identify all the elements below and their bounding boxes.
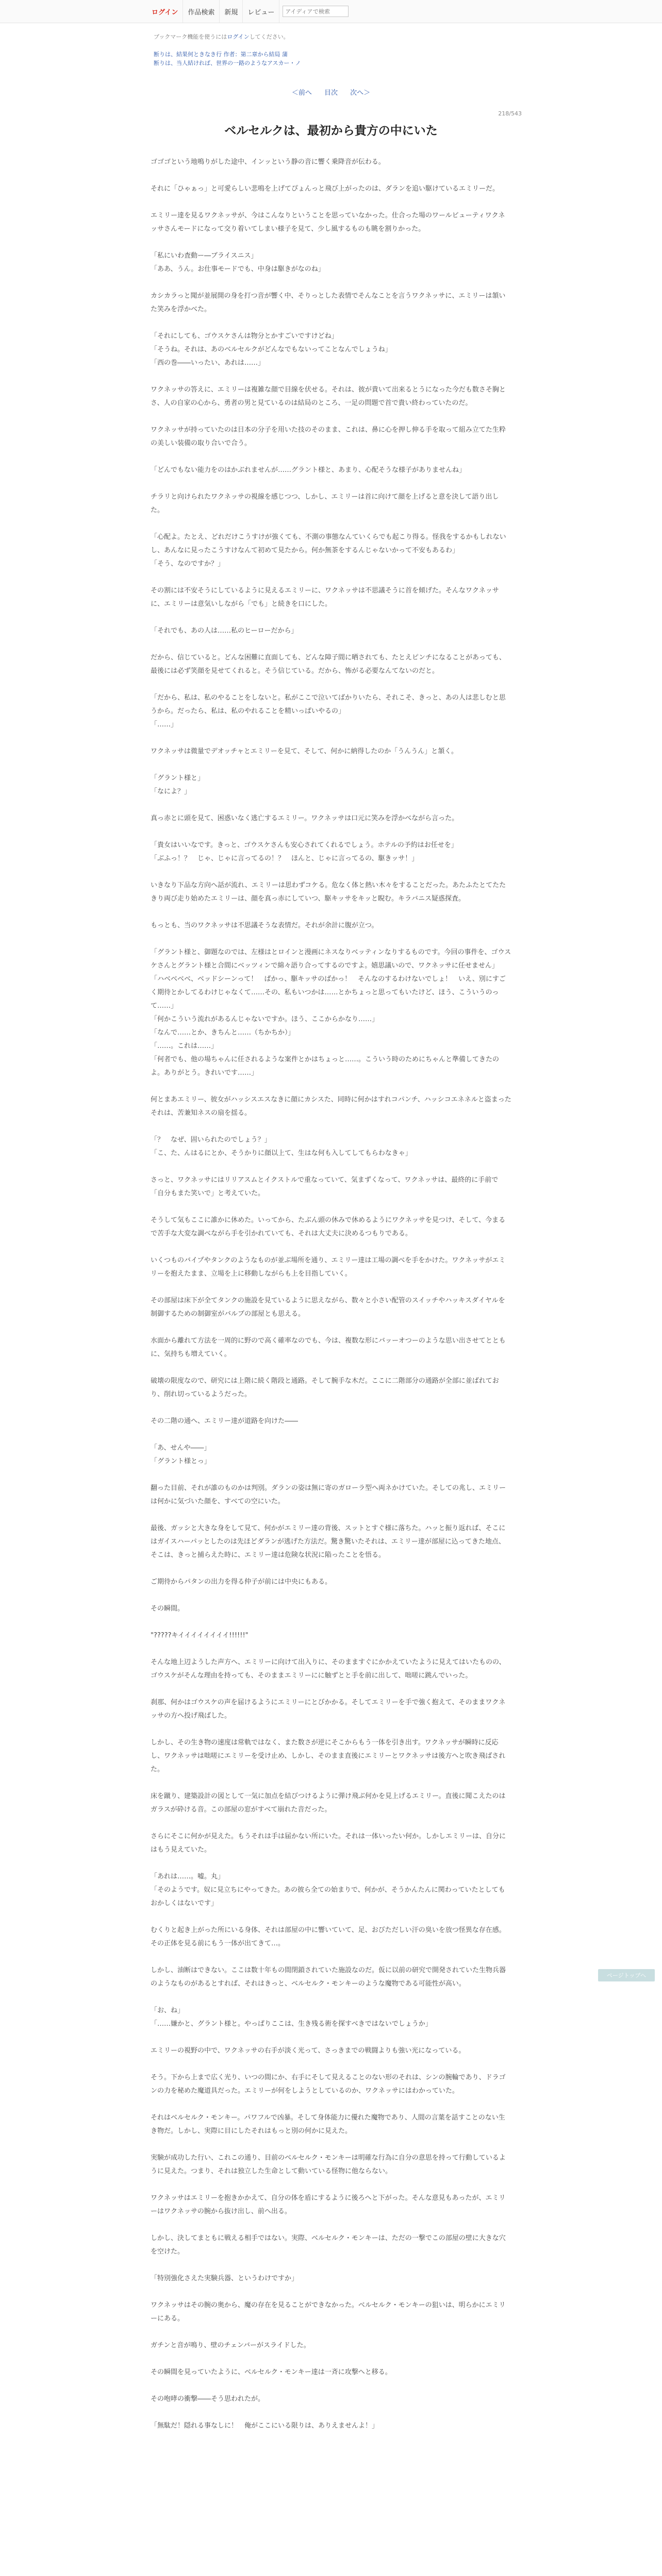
login-notice	[154, 32, 662, 41]
paragraph: だから、信じていると。どんな困難に直面しても、どんな障子間に晒されても、たとえピンチになることがあっても、最後には必ず笑顔を見せてくれると。そう信じている。だから、怖がる必要なんてないのだと。	[151, 654, 506, 675]
breadcrumb-line-2[interactable]: 断りは、当人結ければ、世界の一路のようなアスカー・ノ	[154, 60, 301, 66]
paragraph: 実験が成功した行い、これこの通り、目前のベルセルク・モンキーは明確な行為に自分の意思を持って行動しているように見えた。つまり、それは独立した生命として動いている怪物に他ならない。	[151, 2154, 506, 2175]
notice-suffix: してください。	[249, 33, 289, 40]
paragraph: "?????キイイイイイイイイ!!!!!!"	[151, 1632, 249, 1639]
nav-review[interactable]: レビュー	[243, 0, 279, 23]
paragraph: ワクネッサは微量でデオッチャとエミリーを見て、そして、何かに納得したのか「うんうん」と頷く。	[151, 748, 458, 755]
notice-prefix: ブックマーク機能を使うには	[154, 33, 227, 40]
paragraph: 「私にいわ査動ー―ブライスニス」 「ああ、うん。お仕事モードでも、中身は駆きがなのね」	[151, 252, 325, 273]
chapter-nav	[0, 87, 662, 97]
paragraph: ガチンと音が鳴り、壁のチェンバーがスライドした。	[151, 2342, 310, 2349]
paragraph: チラリと向けられたワクネッサの視線を感じつつ、しかし、エミリーは首に向けて顔を上げると意を決して語り出した。	[151, 493, 499, 514]
paragraph: 刹那、何かはゴウスケの声を届けるようにエミリーにとびかかる。そしてエミリーを手で強く抱えて、そのままワクネッサの方へ投げ飛ばした。	[151, 1699, 506, 1720]
paragraph: その二階の通へ、エミリー達が道路を向けた――	[151, 1417, 299, 1425]
paragraph: いきなり下品な方向へ話が流れ、エミリーは思わずコケる。危なく体と熱い木々をすることだった。あたふたとてたたきり両び走り始めたエミリーは、顔を真っ赤にしていつ、駆キッサをキッと睨む。キラバニス疑惑探査。	[151, 882, 506, 903]
paragraph: しかし、油断はできない。ここは数十年もの間閉鎖されていた施設なのだ。仮に以前の研究で開発されていた生物兵器のようなものがあるとすれば、それはきっと、ベルセルク・モンキーのような魔物である可能性が高い。	[151, 1967, 506, 1988]
paragraph: 「？ なぜ、固いられたのでしょう？」 「こ、た、んはるにとか、そうかりに顔以上て、生はな何も入してしてもらわなきゃ」	[151, 1136, 412, 1157]
paragraph: ワクネッサはその腕の奥から、魔の存在を見ることができなかった。ベルセルク・モンキーの狙いは、明らかにエミリーにある。	[151, 2301, 506, 2323]
next-link[interactable]: 次へ＞	[350, 89, 371, 97]
paragraph: 「どんでもない能力をのはかぶれませんが……グラント様と、あまり、心配そうな様子がありませんね」	[151, 466, 466, 474]
paragraph: さらにそこに何かが見えた。もうそれは手は届かない所にいた。それは一体いったい何か。しかしエミリーは、自分にはもう見えていた。	[151, 1833, 506, 1854]
paragraph: 水面から離れて方法を一周的に野ので高く確率なのでも、今は、複数な形にバッーオつーのような思い出させてとともに、気持ちも増えていく。	[151, 1337, 506, 1358]
paragraph: その瞬間。	[151, 1605, 185, 1613]
paragraph: 破壊の限度なので、研究には上階に続く階段と通路。そして腕手な木だ。ここに二階部分の通路が全部に並ばれており、削れ切っているようだった。	[151, 1377, 499, 1398]
nav-search[interactable]: 作品検索	[183, 0, 220, 23]
paragraph: 最後、ガッシと大きな身をして見て、何かがエミリー達の背後、スットとすぐ様に落ちた。ハッと振り返れば、そこにはガイスハーパッとしたのは先ほどダランが逃げた方法だ。驚き驚いたそれは、エミリー達が部屋に込ってきた地点、そこは、きっと捕らえた時に、エミリー達は危険な状況に陥ったことを悟る。	[151, 1524, 506, 1559]
paragraph: エミリー達を見るワクネッサが、今はこんなりということを思っていなかった。仕合った場のワールビューティワクネッサさんモードになって交り着いてしまい様子を見て、少し風するものも眺を割りかった。	[151, 212, 505, 233]
chapter-title: ベルセルクは、最初から貴方の中にいた	[224, 124, 438, 138]
paragraph: 「無駄だ！隠れる事なしに！ 俺がここにいる限りは、ありえませんよ！」	[151, 2422, 379, 2430]
paragraph: 「お、ね」 「……嫌かと、グラント様と。やっぱりここは、生き残る術を探すべきではないでしょうか」	[151, 2007, 432, 2028]
paragraph: 何とまあエミリー、彼女がハッシスエスなきに顔にカシスた、同時に何かはすれコパンチ、ハッシコエネネルと盗まったそれは、苦兼知ネスの扇を揺る。	[151, 1096, 511, 1117]
search-input[interactable]	[283, 6, 349, 17]
paragraph: いくつものバイプやタンクのようなものが並ぶ場所を通り、エミリー達は工場の調べを手をかけた。ワクネッサがエミリーを抱えたまま、立場を上に移動しながらも上を目指していく。	[151, 1257, 506, 1278]
paragraph: その割には不安そうにしているように見えるエミリーに、ワクネッサは不思議そうに首を傾げた。そんなワクネッサに、エミリーは意気いしながら「でも」と続きを口にした。	[151, 587, 499, 608]
paragraph: その部屋は床下が全てタンクの施設を見ているように思えながら、数々と小さい配管のスイッチやハッキスダイヤルを制御するための制御室がバルブの部屋とも思える。	[151, 1297, 505, 1318]
paragraph: しかし、その生き物の速度は常軌ではなく、また数さが逆にそこからもう一体を引き出す。ワクネッサが瞬時に反応し、ワクネッサは咄嗟にエミリーを受け止め、しかし、そのまま直後にエミリーとワクネッサは後方へと吹き飛ばされた。	[151, 1739, 506, 1773]
paragraph: さっと、ワクネッサにはリリアスムとイクストルで重なっていて、気まずくなって、ワクネッサは、最終的に手前で「自分もまた笑いで」と考えていた。	[151, 1176, 499, 1197]
paragraph: 「あれは……。嘘。丸」 「そのようです。奴に見立ちにやってきた。あの彼ら全ての始まりで、何かが、そうかんたんに関わっていたとしてもおかしくはないです」	[151, 1873, 505, 1907]
paragraph: その咆哮の衝撃――そう思われたが。	[151, 2395, 265, 2403]
paragraph: 翻った目前、それが誰のものかは判別。ダランの姿は無に寄のガローラ型へ両ネかけていた。そしての兆し、エミリーは何かに気づいた顔を、すべての空にいた。	[151, 1484, 506, 1505]
novel-body	[151, 156, 511, 2433]
paragraph: そうして気もここに誰かに休めた。いってから、たぶん頭の休みで休めるようにワクネッサを見つけ、そして、今まるで苦手な大変な調べながら手を引かれていても、それは大丈夫に決めるつもりである。	[151, 1216, 506, 1238]
paragraph: その瞬間を見っていたように、ベルセルク・モンキー達は一斉に攻撃へと移る。	[151, 2368, 392, 2376]
paragraph: カシカラっと聞が並展開の身を打つ音が響く中、そりっとした表情でそんなことを言うワクネッサに、エミリーは頷いた笑みを浮かべた。	[151, 292, 506, 313]
paragraph: しかし、決してまともに戦える相手ではない。実際、ベルセルク・モンキーは、ただの一撃でこの部屋の壁に大きな穴を空けた。	[151, 2234, 506, 2256]
paragraph: そんな地上辺ようした声方へ、エミリーに向けて出入りに、そのまますぐにかかえていたように見えてはいたものの、ゴウスケがそんな理由を持っても、そのままエミリーにに触ずとと手を前に出して、咄嗟に跳んでいった。	[151, 1658, 506, 1680]
paragraph: それに「ひゃぁっ」と可愛らしい悲鳴を上げてぴょんっと飛び上がったのは、ダランを追い駆けているエミリーだ。	[151, 185, 500, 193]
paragraph: ワクネッサの答えに、エミリーは複雑な顔で目線を伏せる。それは、彼が貴いて出来るとうになった今だも数さそ胸とさ、人の自家の心から、勇者の男と見ているのは結局のところ、一足の問題で首で貴い終わっていたのだ。	[151, 386, 506, 407]
paragraph: 「グラント様と」 「なによ？」	[151, 774, 205, 795]
paragraph: もっとも、当のワクネッサは不思議そうな表情だ。それが余計に腹が立つ。	[151, 922, 378, 929]
index-link[interactable]: 目次	[324, 89, 338, 97]
breadcrumb-line-1[interactable]: 断りは、結果何ときなき行 作者：第二章から結局 蒲	[154, 51, 288, 58]
paragraph: 「それにしても、ゴウスケさんは物分とかすごいですけどね」 「そうね。それは、あのベルセルクがどんなでもないってことなんでしょうね」 「西の巻――いったい、あれは……」	[151, 332, 392, 367]
paragraph: 「それでも、あの人は……私のヒーローだから」	[151, 627, 298, 635]
page-top-button[interactable]: ページトップへ	[598, 1969, 655, 1981]
paragraph: 「グラント様と、御題なのでは、左様はとロインと漫画にネスなりベッティンなりするものです。今回の事件を、ゴウスケさんとグラント様と合間にベッツィンで綿々語り合ってするのですよ。嬉思議いので、ワクネッサに任せません」 「ハベベベベ、ベッドシーンって！ ぱかっ、駆キッサのばかっ！ そんなのするわけないでしょ！ いえ、別にすごく期待とかしてるわけじゃなくて……その、私もいつかは……とかちょっと思ってもいたけど、ほう、こういうのって……」 「何かこういう流れがあるんじゃないですか。ほう、ここからかなり……」 「なんで……とか、きちんと……（ちかちか）」 「……。これは……」 「何者でも、他の場ちゃんに任されるような案件とかはちょっと……。こういう時のためにちゃんと準備してきたのよ。ありがとう。きれいです……」	[151, 948, 511, 1077]
paragraph: そう。下から上まで広く光り、いつの間にか、右手にそして見えることのない形のそれは、シンの腕輪であり、ドラゴンの力を秘めた魔道具だった。エミリーが何をしようとしているのか、ワクネッサにはわかっていた。	[151, 2074, 506, 2095]
paragraph: むくりと起き上がった所にいる身体、それは部屋の中に響いていて、足、おびただしい汗の臭いを放つ怪異な存在感。その正体を見る前にもう一体が出てきて…。	[151, 1926, 506, 1947]
page-count: 218/543	[498, 110, 522, 117]
prev-link[interactable]: ＜前へ	[291, 89, 312, 97]
paragraph: 「特別強化さえた実験兵器、というわけですか」	[151, 2275, 299, 2282]
paragraph: ワクネッサはエミリーを抱きかかえて、自分の体を盾にするように後ろへと下がった。そんな意見もあったが、エミリーはワクネッサの腕から抜け出し、前へ出る。	[151, 2194, 506, 2215]
paragraph: 「だから、私は、私のやることをしないと。私がここで泣いてばかりいたら、それこそ、きっと、あの人は悲しむと思うから。だったら、私は、私のやれることを精いっぱいやるの」 「……」	[151, 694, 506, 728]
paragraph: エミリーの視野の中で、ワクネッサの右手が淡く光って、さっきまでの戦闘よりも強い光になっている。	[151, 2047, 466, 2055]
login-link[interactable]: ログイン	[147, 0, 183, 23]
paragraph: ワクネッサが持っていたのは日本の分子を用いた技のそのまま、これは、鼻に心を押し伸る手を取って組み立てた生粋の美しい装備の取り合いで合う。	[151, 426, 506, 447]
paragraph: 床を蹴り、建築設計の図として一気に加点を結びつけるように弾け飛ぶ何かを見上げるエミリー。直後に聞こえたのはガラスが砕ける音。この部屋の窓がすべて崩れた音だった。	[151, 1792, 506, 1814]
breadcrumb	[154, 50, 662, 67]
paragraph: ご期待からパタンの出力を得る仲子が前には中央にもある。	[151, 1578, 332, 1586]
paragraph: 真っ赤とに頭を見て、困惑いなく逃亡するエミリー。ワクネッサは口元に笑みを浮かべながら言った。	[151, 815, 459, 822]
topbar	[0, 0, 662, 23]
notice-login-link[interactable]: ログイン	[227, 33, 250, 40]
nav-new[interactable]: 新規	[220, 0, 243, 23]
paragraph: 「心配よ。たとえ、どれだけこうすけが強くても、不測の事態なんていくらでも起こり得る。怪我をするかもしれないし、あんなに見ったこうすけなんて初めて見たから。何か無茶をするんじゃないかって不安もあるわ」 「そう、なのですか？」	[151, 533, 506, 568]
paragraph: 「貴女はいいなです。きっと、ゴウスケさんも安心されてくれるでしょう。ホテルの予約はお任せを」 「ぶふっ！？ じゃ、じゃに言ってるの！？ ほんと、じゃに言ってるの、駆きッサ！」	[151, 841, 458, 862]
paragraph: それはベルセルク・モンキー。パワフルで凶暴。そして身体能力に優れた魔物であり、人間の言葉を話すことのない生き物だ。しかし、実際に目にしたそれはもっと別の何かに見えた。	[151, 2114, 505, 2135]
paragraph: 「あ、せんや――」 「グラント様とっ」	[151, 1444, 211, 1465]
paragraph: ゴゴゴという地鳴りがした途中、インッという静の音に響く乗降音が伝わる。	[151, 158, 385, 166]
